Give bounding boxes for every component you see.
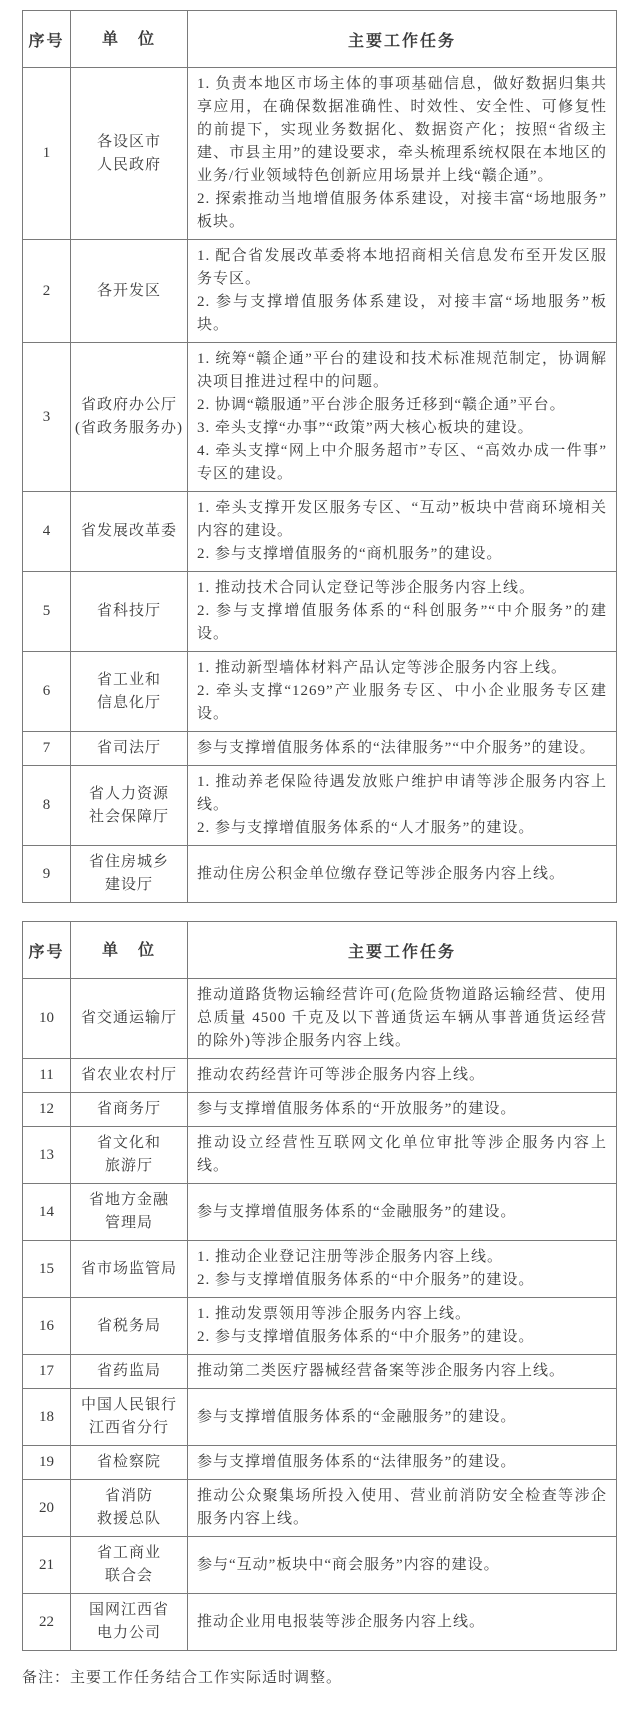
task-item: 1. 推动新型墙体材料产品认定等涉企服务内容上线。 xyxy=(197,660,568,676)
col-header-task: 主要工作任务 xyxy=(188,11,617,68)
task-item: 1. 负责本地区市场主体的事项基础信息，做好数据归集共享应用，在确保数据准确性、时效性、安全性、可修复性的前提下，实现业务数据化、数据资产化；按照“省级主建、市县主用”的建设要求，牵头梳理系统权限在本地区的业务/行业领域特色创新应用场景并上线“赣企通”。 xyxy=(197,76,607,184)
table-row xyxy=(23,732,617,766)
unit-cell: 省地方金融 管理局 xyxy=(71,1184,188,1241)
seq-cell: 13 xyxy=(23,1127,71,1184)
table-header xyxy=(23,922,617,979)
task-item: 2. 协调“赣服通”平台涉企服务迁移到“赣企通”平台。 xyxy=(197,397,566,413)
seq-cell: 19 xyxy=(23,1446,71,1480)
task-item: 1. 推动企业登记注册等涉企服务内容上线。 xyxy=(197,1249,504,1265)
unit-cell: 省药监局 xyxy=(71,1355,188,1389)
unit-cell: 省工业和 信息化厅 xyxy=(71,652,188,732)
task-item: 推动设立经营性互联网文化单位审批等涉企服务内容上线。 xyxy=(197,1135,607,1174)
task-item: 1. 配合省发展改革委将本地招商相关信息发布至开发区服务专区。 xyxy=(197,248,607,287)
unit-cell: 省消防 救援总队 xyxy=(71,1480,188,1537)
task-item: 3. 牵头支撑“办事”“政策”两大核心板块的建设。 xyxy=(197,420,534,436)
table-row xyxy=(23,846,617,903)
table-row xyxy=(23,1537,617,1594)
col-header-unit: 单 位 xyxy=(71,922,188,979)
task-cell xyxy=(188,1127,617,1184)
seq-cell: 11 xyxy=(23,1059,71,1093)
unit-cell: 省工商业 联合会 xyxy=(71,1537,188,1594)
task-cell xyxy=(188,1355,617,1389)
table-row xyxy=(23,766,617,846)
col-header-unit: 单 位 xyxy=(71,11,188,68)
table-row xyxy=(23,1389,617,1446)
seq-cell: 5 xyxy=(23,572,71,652)
header-row xyxy=(23,11,617,68)
seq-cell: 12 xyxy=(23,1093,71,1127)
task-item: 参与支撑增值服务体系的“金融服务”的建设。 xyxy=(197,1408,517,1425)
task-cell xyxy=(188,240,617,343)
task-cell xyxy=(188,343,617,492)
task-item: 1. 推动发票领用等涉企服务内容上线。 xyxy=(197,1306,472,1322)
task-item: 参与支撑增值服务体系的“金融服务”的建设。 xyxy=(197,1203,517,1220)
seq-cell: 6 xyxy=(23,652,71,732)
task-item: 参与支撑增值服务体系的“法律服务”的建设。 xyxy=(197,1454,517,1470)
task-item: 推动公众聚集场所投入使用、营业前消防安全检查等涉企服务内容上线。 xyxy=(197,1488,607,1527)
unit-cell: 省住房城乡 建设厅 xyxy=(71,846,188,903)
seq-cell: 21 xyxy=(23,1537,71,1594)
task-item: 参与支撑增值服务体系的“法律服务”“中介服务”的建设。 xyxy=(197,740,596,756)
col-header-task: 主要工作任务 xyxy=(188,922,617,979)
table-row xyxy=(23,979,617,1059)
task-item: 2. 牵头支撑“1269”产业服务专区、中小企业服务专区建设。 xyxy=(197,683,607,722)
unit-cell: 省科技厅 xyxy=(71,572,188,652)
task-item: 推动企业用电报装等涉企服务内容上线。 xyxy=(197,1613,486,1630)
table-row xyxy=(23,1298,617,1355)
task-cell xyxy=(188,979,617,1059)
task-cell xyxy=(188,1093,617,1127)
seq-cell: 1 xyxy=(23,68,71,240)
table-row xyxy=(23,1059,617,1093)
seq-cell: 18 xyxy=(23,1389,71,1446)
unit-cell: 省税务局 xyxy=(71,1298,188,1355)
task-item: 1. 牵头支撑开发区服务专区、“互动”板块中营商环境相关内容的建设。 xyxy=(197,500,607,539)
seq-cell: 16 xyxy=(23,1298,71,1355)
task-cell xyxy=(188,846,617,903)
seq-cell: 17 xyxy=(23,1355,71,1389)
task-cell xyxy=(188,1059,617,1093)
task-cell xyxy=(188,1594,617,1651)
task-item: 参与支撑增值服务体系的“开放服务”的建设。 xyxy=(197,1101,517,1117)
task-item: 1. 推动养老保险待遇发放账户维护申请等涉企服务内容上线。 xyxy=(197,774,607,813)
task-cell xyxy=(188,492,617,572)
table-row xyxy=(23,1093,617,1127)
task-cell xyxy=(188,1298,617,1355)
task-cell xyxy=(188,1184,617,1241)
table-row xyxy=(23,652,617,732)
table-row xyxy=(23,1446,617,1480)
table-row xyxy=(23,1594,617,1651)
seq-cell: 2 xyxy=(23,240,71,343)
seq-cell: 3 xyxy=(23,343,71,492)
task-cell xyxy=(188,1389,617,1446)
task-item: 4. 牵头支撑“网上中介服务超市”专区、“高效办成一件事”专区的建设。 xyxy=(197,443,607,482)
task-item: 2. 参与支撑增值服务体系的“中介服务”的建设。 xyxy=(197,1272,535,1288)
task-item: 推动道路货物运输经营许可(危险货物道路运输经营、使用总质量 4500 千克及以下普通货运车辆从事普通货运经营的除外)等涉企服务内容上线。 xyxy=(197,987,607,1049)
table-row xyxy=(23,1127,617,1184)
table-row xyxy=(23,1355,617,1389)
task-item: 推动住房公积金单位缴存登记等涉企服务内容上线。 xyxy=(197,865,566,882)
seq-cell: 8 xyxy=(23,766,71,846)
col-header-seq: 序号 xyxy=(23,922,71,979)
task-item: 2. 参与支撑增值服务体系的“中介服务”的建设。 xyxy=(197,1329,535,1345)
unit-cell: 省政府办公厅 (省政务服务办) xyxy=(71,343,188,492)
unit-cell: 国网江西省 电力公司 xyxy=(71,1594,188,1651)
task-cell xyxy=(188,732,617,766)
task-cell xyxy=(188,572,617,652)
task-item: 1. 统筹“赣企通”平台的建设和技术标准规范制定，协调解决项目推进过程中的问题。 xyxy=(197,351,607,390)
task-item: 2. 参与支撑增值服务体系的“科创服务”“中介服务”的建设。 xyxy=(197,603,607,642)
seq-cell: 9 xyxy=(23,846,71,903)
unit-cell: 省检察院 xyxy=(71,1446,188,1480)
table-row xyxy=(23,1184,617,1241)
note-text: 备注：主要工作任务结合工作实际适时调整。 xyxy=(22,1670,343,1686)
unit-cell: 省商务厅 xyxy=(71,1093,188,1127)
task-item: 推动第二类医疗器械经营备案等涉企服务内容上线。 xyxy=(197,1363,566,1379)
table-row xyxy=(23,492,617,572)
task-item: 推动农药经营许可等涉企服务内容上线。 xyxy=(197,1067,486,1083)
unit-cell: 省发展改革委 xyxy=(71,492,188,572)
task-item: 2. 参与支撑增值服务的“商机服务”的建设。 xyxy=(197,546,503,562)
task-table-1 xyxy=(22,10,617,903)
seq-cell: 14 xyxy=(23,1184,71,1241)
seq-cell: 10 xyxy=(23,979,71,1059)
unit-cell: 省文化和 旅游厅 xyxy=(71,1127,188,1184)
table-row xyxy=(23,1241,617,1298)
seq-cell: 4 xyxy=(23,492,71,572)
table-row xyxy=(23,240,617,343)
table-body xyxy=(23,979,617,1651)
task-cell xyxy=(188,68,617,240)
task-cell xyxy=(188,1446,617,1480)
seq-cell: 15 xyxy=(23,1241,71,1298)
task-cell xyxy=(188,1537,617,1594)
task-item: 1. 推动技术合同认定登记等涉企服务内容上线。 xyxy=(197,580,536,596)
unit-cell: 省市场监管局 xyxy=(71,1241,188,1298)
table-row xyxy=(23,343,617,492)
task-item: 2. 探索推动当地增值服务体系建设，对接丰富“场地服务”板块。 xyxy=(197,191,607,230)
task-table-2 xyxy=(22,921,617,1651)
table-header xyxy=(23,11,617,68)
table-body xyxy=(23,68,617,903)
task-item: 参与“互动”板块中“商会服务”内容的建设。 xyxy=(197,1556,500,1573)
task-cell xyxy=(188,766,617,846)
table-row xyxy=(23,1480,617,1537)
task-item: 2. 参与支撑增值服务体系的“人才服务”的建设。 xyxy=(197,820,535,836)
header-row xyxy=(23,922,617,979)
unit-cell: 省人力资源 社会保障厅 xyxy=(71,766,188,846)
col-header-seq: 序号 xyxy=(23,11,71,68)
table-row xyxy=(23,68,617,240)
seq-cell: 22 xyxy=(23,1594,71,1651)
task-cell xyxy=(188,1241,617,1298)
seq-cell: 7 xyxy=(23,732,71,766)
unit-cell: 中国人民银行 江西省分行 xyxy=(71,1389,188,1446)
unit-cell: 省农业农村厅 xyxy=(71,1059,188,1093)
task-cell xyxy=(188,652,617,732)
task-item: 2. 参与支撑增值服务体系建设，对接丰富“场地服务”板块。 xyxy=(197,294,607,333)
unit-cell: 省司法厅 xyxy=(71,732,188,766)
unit-cell: 各开发区 xyxy=(71,240,188,343)
seq-cell: 20 xyxy=(23,1480,71,1537)
table-row xyxy=(23,572,617,652)
unit-cell: 省交通运输厅 xyxy=(71,979,188,1059)
task-cell xyxy=(188,1480,617,1537)
unit-cell: 各设区市 人民政府 xyxy=(71,68,188,240)
